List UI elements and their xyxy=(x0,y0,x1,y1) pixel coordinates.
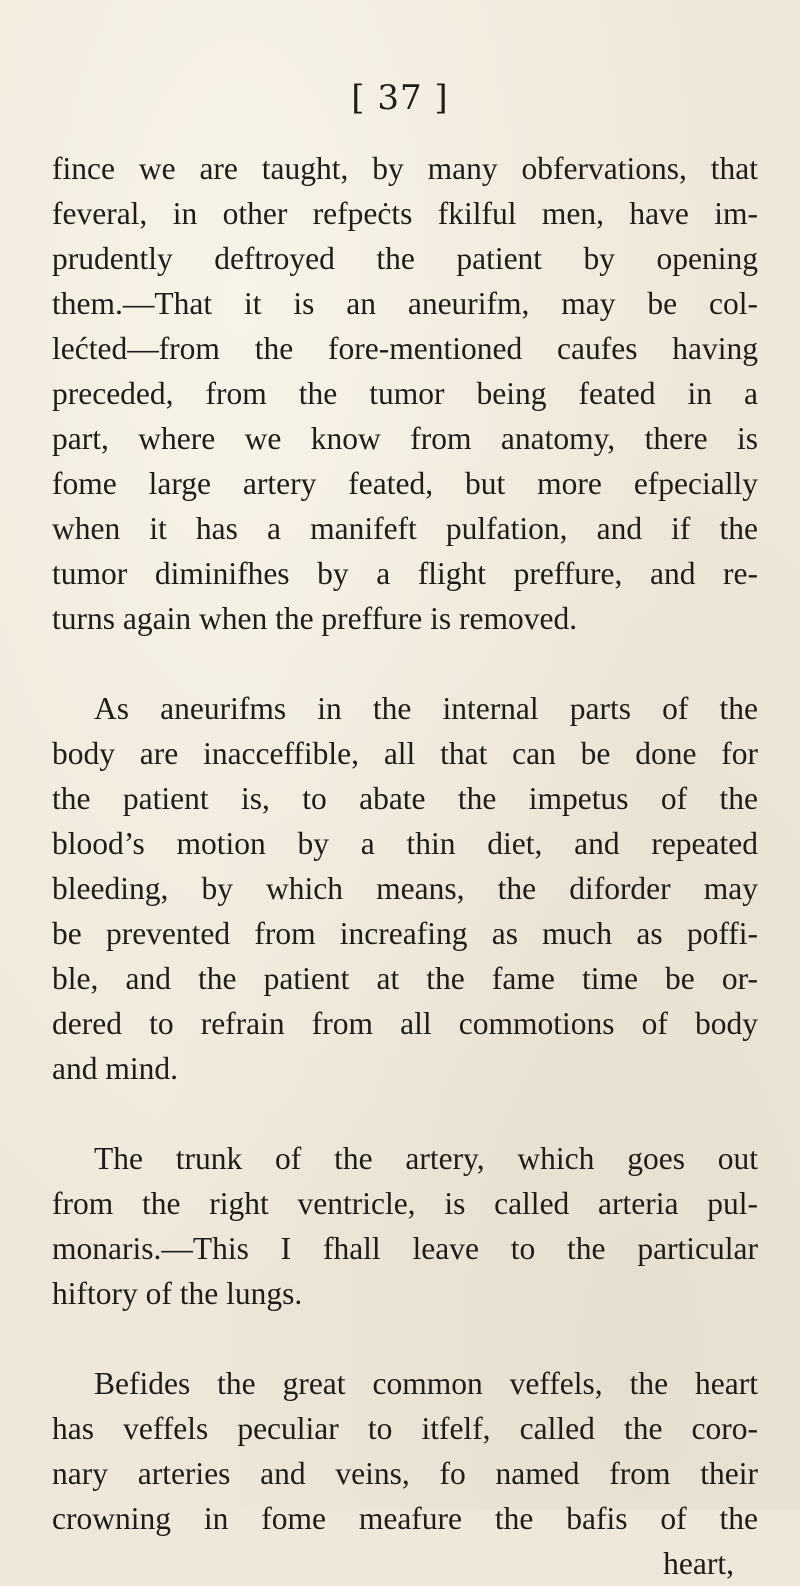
text-line: tumor diminifhes by a flight preffure, and re- xyxy=(52,556,758,591)
text-line: The trunk of the artery, which goes out xyxy=(94,1141,758,1176)
text-line: dered to refrain from all commotions of body xyxy=(52,1006,758,1041)
text-line: fome large artery feated, but more efpecially xyxy=(52,466,758,501)
text-line: bleeding, by which means, the diforder may xyxy=(52,871,758,906)
text-line: has veffels peculiar to itfelf, called the coro- xyxy=(52,1411,758,1446)
text-line: Befides the great common veffels, the heart xyxy=(94,1366,758,1401)
text-line: them.—That it is an aneurifm, may be col- xyxy=(52,286,758,321)
text-line: prudently deftroyed the patient by opening xyxy=(52,241,758,276)
text-line: monaris.—This I fhall leave to the particular xyxy=(52,1231,758,1266)
text-line: As aneurifms in the internal parts of the xyxy=(94,691,758,726)
text-line: be prevented from increafing as much as poffi- xyxy=(52,916,758,951)
text-line: crowning in fome meafure the bafis of the xyxy=(52,1501,758,1536)
text-line: body are inacceffible, all that can be done for xyxy=(52,736,758,771)
text-line: from the right ventricle, is called arteria pul- xyxy=(52,1186,758,1221)
text-line: preceded, from the tumor being feated in a xyxy=(52,376,758,411)
text-line: fince we are taught, by many obfervations, that xyxy=(52,151,758,186)
paragraph-2 xyxy=(52,686,758,1091)
paragraph-4 xyxy=(52,1361,758,1586)
paragraph-3 xyxy=(52,1136,758,1316)
text-line: turns again when the preffure is removed. xyxy=(52,601,578,636)
text-line: when it has a manifeft pulfation, and if the xyxy=(52,511,758,546)
text-line: hiftory of the lungs. xyxy=(52,1276,303,1311)
text-line: feveral, in other refpeċts fkilful men, have im- xyxy=(52,196,758,231)
text-line: and mind. xyxy=(52,1051,178,1086)
paragraph-1 xyxy=(52,146,758,641)
text-line: part, where we know from anatomy, there is xyxy=(52,421,758,456)
catchword: heart, xyxy=(663,1546,734,1581)
text-line: nary arteries and veins, fo named from their xyxy=(52,1456,758,1491)
page-number: [ 37 ] xyxy=(351,78,449,118)
text-line: the patient is, to abate the impetus of the xyxy=(52,781,758,816)
text-line: ble, and the patient at the fame time be or- xyxy=(52,961,758,996)
text-line: lećted—from the fore-mentioned caufes having xyxy=(52,331,758,366)
page-body xyxy=(52,146,758,1586)
text-line: blood’s motion by a thin diet, and repeated xyxy=(52,826,758,861)
